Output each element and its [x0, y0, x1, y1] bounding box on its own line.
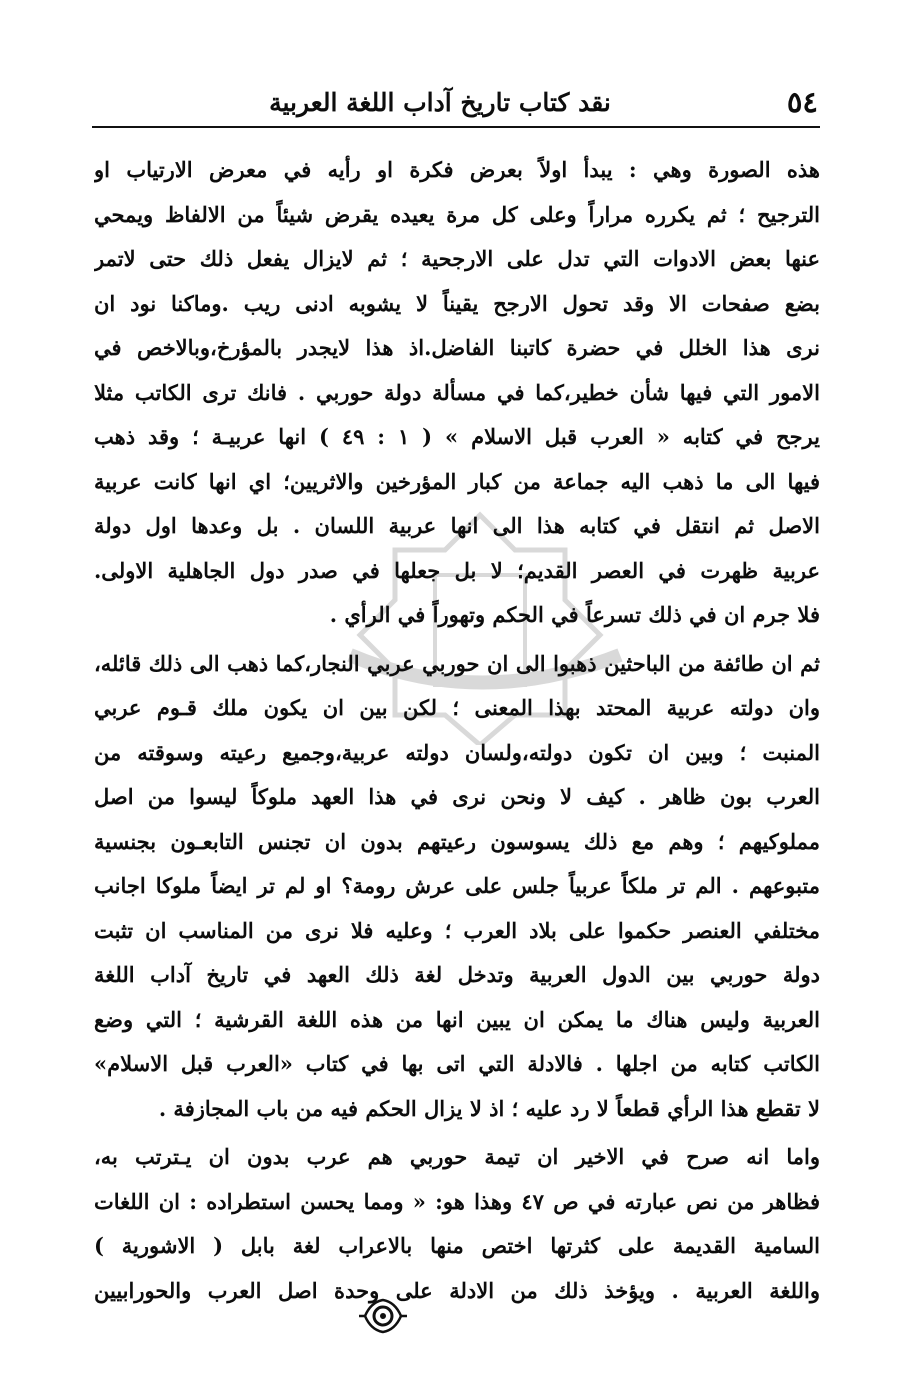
- text-line: وان دولته عربية المحتد بهذا المعنى ؛ لكن بين ان يكون ملك قـوم عربي: [94, 695, 820, 720]
- text-line: الاصل ثم انتقل في كتابه هذا الى انها عربية اللسان . بل وعدها اول دولة: [94, 513, 820, 538]
- page-header: [92, 80, 820, 130]
- text-line: العربية وليس هناك ما يمكن ان يبين انها من هذه اللغة القرشية ؛ التي وضع: [94, 1006, 820, 1032]
- text-line: عنها بعض الادوات التي تدل على الارجحية ؛ ثم لايزال يفعل ذلك حتى لاتمر: [94, 246, 820, 271]
- text-line: مملوكيهم ؛ وهم مع ذلك يسوسون رعيتهم بدون ان تجنس التابعـون بجنسية: [94, 828, 820, 854]
- text-line: ثم ان طائفة من الباحثين ذهبوا الى ان حوربي عربي النجار،كما ذهب الى ذلك قائله،: [94, 650, 820, 676]
- text-line: الترجيح ؛ ثم يكرره مراراً وعلى كل مرة يعيده يقرض شيئاً من الالفاظ ويمحي: [94, 201, 820, 227]
- text-line: متبوعهم . الم تر ملكاً عربياً جلس على عرش رومة؟ او لم تر ايضاً ملوكا اجانب: [94, 873, 820, 898]
- paragraph-3: [94, 1135, 820, 1313]
- text-line: واللغة العربية . ويؤخذ ذلك من الادلة على وحدة اصل العرب والحورابيين: [94, 1277, 820, 1303]
- text-line: المنبت ؛ وبين ان تكون دولته،ولسان دولته عربية،وجميع رعيته وسوقته من: [94, 739, 820, 765]
- page-number: ٥٤: [786, 85, 818, 119]
- body-text: [94, 148, 820, 1313]
- text-line: يرجح في كتابه « العرب قبل الاسلام » ( ١ : ٤٩ ) انها عربيـة ؛ وقد ذهب: [94, 424, 820, 449]
- running-title: نقد كتاب تاريخ آداب اللغة العربية: [269, 88, 611, 117]
- text-line: مختلفي العنصر حكموا على بلاد العرب ؛ وعليه فلا نرى من المناسب ان تثبت: [94, 917, 820, 943]
- text-line: نرى هذا الخلل في حضرة كاتبنا الفاضل.اذ هذا لايجدر بالمؤرخ،وبالاخص في: [94, 335, 820, 360]
- text-line: فيها الى ما ذهب اليه جماعة من كبار المؤرخين والاثريين؛ اي انها كانت عربية: [94, 468, 820, 494]
- paragraph-2: [94, 642, 820, 1132]
- text-line: السامية القديمة على كثرتها اختص منها بالاعراب لغة بابل ( الاشورية ): [94, 1233, 820, 1258]
- text-line: الكاتب كتابه من اجلها . فالادلة التي اتى بها في كتاب «العرب قبل الاسلام»: [94, 1051, 820, 1076]
- text-line: هذه الصورة وهي : يبدأ اولاً بعرض فكرة او رأيه في معرض الارتياب او: [94, 157, 820, 182]
- text-line: دولة حوربي بين الدول العربية وتدخل لغة ذلك العهد في تاريخ آداب اللغة: [94, 962, 820, 987]
- text-line: العرب بون ظاهر . كيف لا ونحن نرى في هذا العهد ملوكاً ليسوا من اصل: [94, 784, 820, 809]
- header-rule: [92, 126, 820, 128]
- text-line: فلا جرم ان في ذلك تسرعاً في الحكم وتهوراً في الرأي .: [329, 602, 820, 627]
- ornament-icon: [355, 1294, 411, 1338]
- text-line: لا تقطع هذا الرأي قطعاً لا رد عليه ؛ اذ لا يزال الحكم فيه من باب المجازفة .: [158, 1095, 820, 1121]
- paragraph-1: [94, 148, 820, 638]
- text-line: الامور التي فيها شأن خطير،كما في مسألة دولة حوربي . فانك ترى الكاتب مثلا: [94, 379, 820, 405]
- text-line: واما انه صرح في الاخير ان تيمة حوربي هم عرب بدون ان يـترتب به،: [94, 1144, 820, 1169]
- text-line: بضع صفحات الا وقد تحول الارجح يقيناً لا يشوبه ادنى ريب .وماكنا نود ان: [94, 290, 820, 316]
- text-line: فظاهر من نص عبارته في ص ٤٧ وهذا هو: « ومما يحسن استطراده : ان اللغات: [94, 1188, 820, 1214]
- text-line: عربية ظهرت في العصر القديم؛ لا بل جعلها في صدر دول الجاهلية الاولى.: [94, 557, 820, 583]
